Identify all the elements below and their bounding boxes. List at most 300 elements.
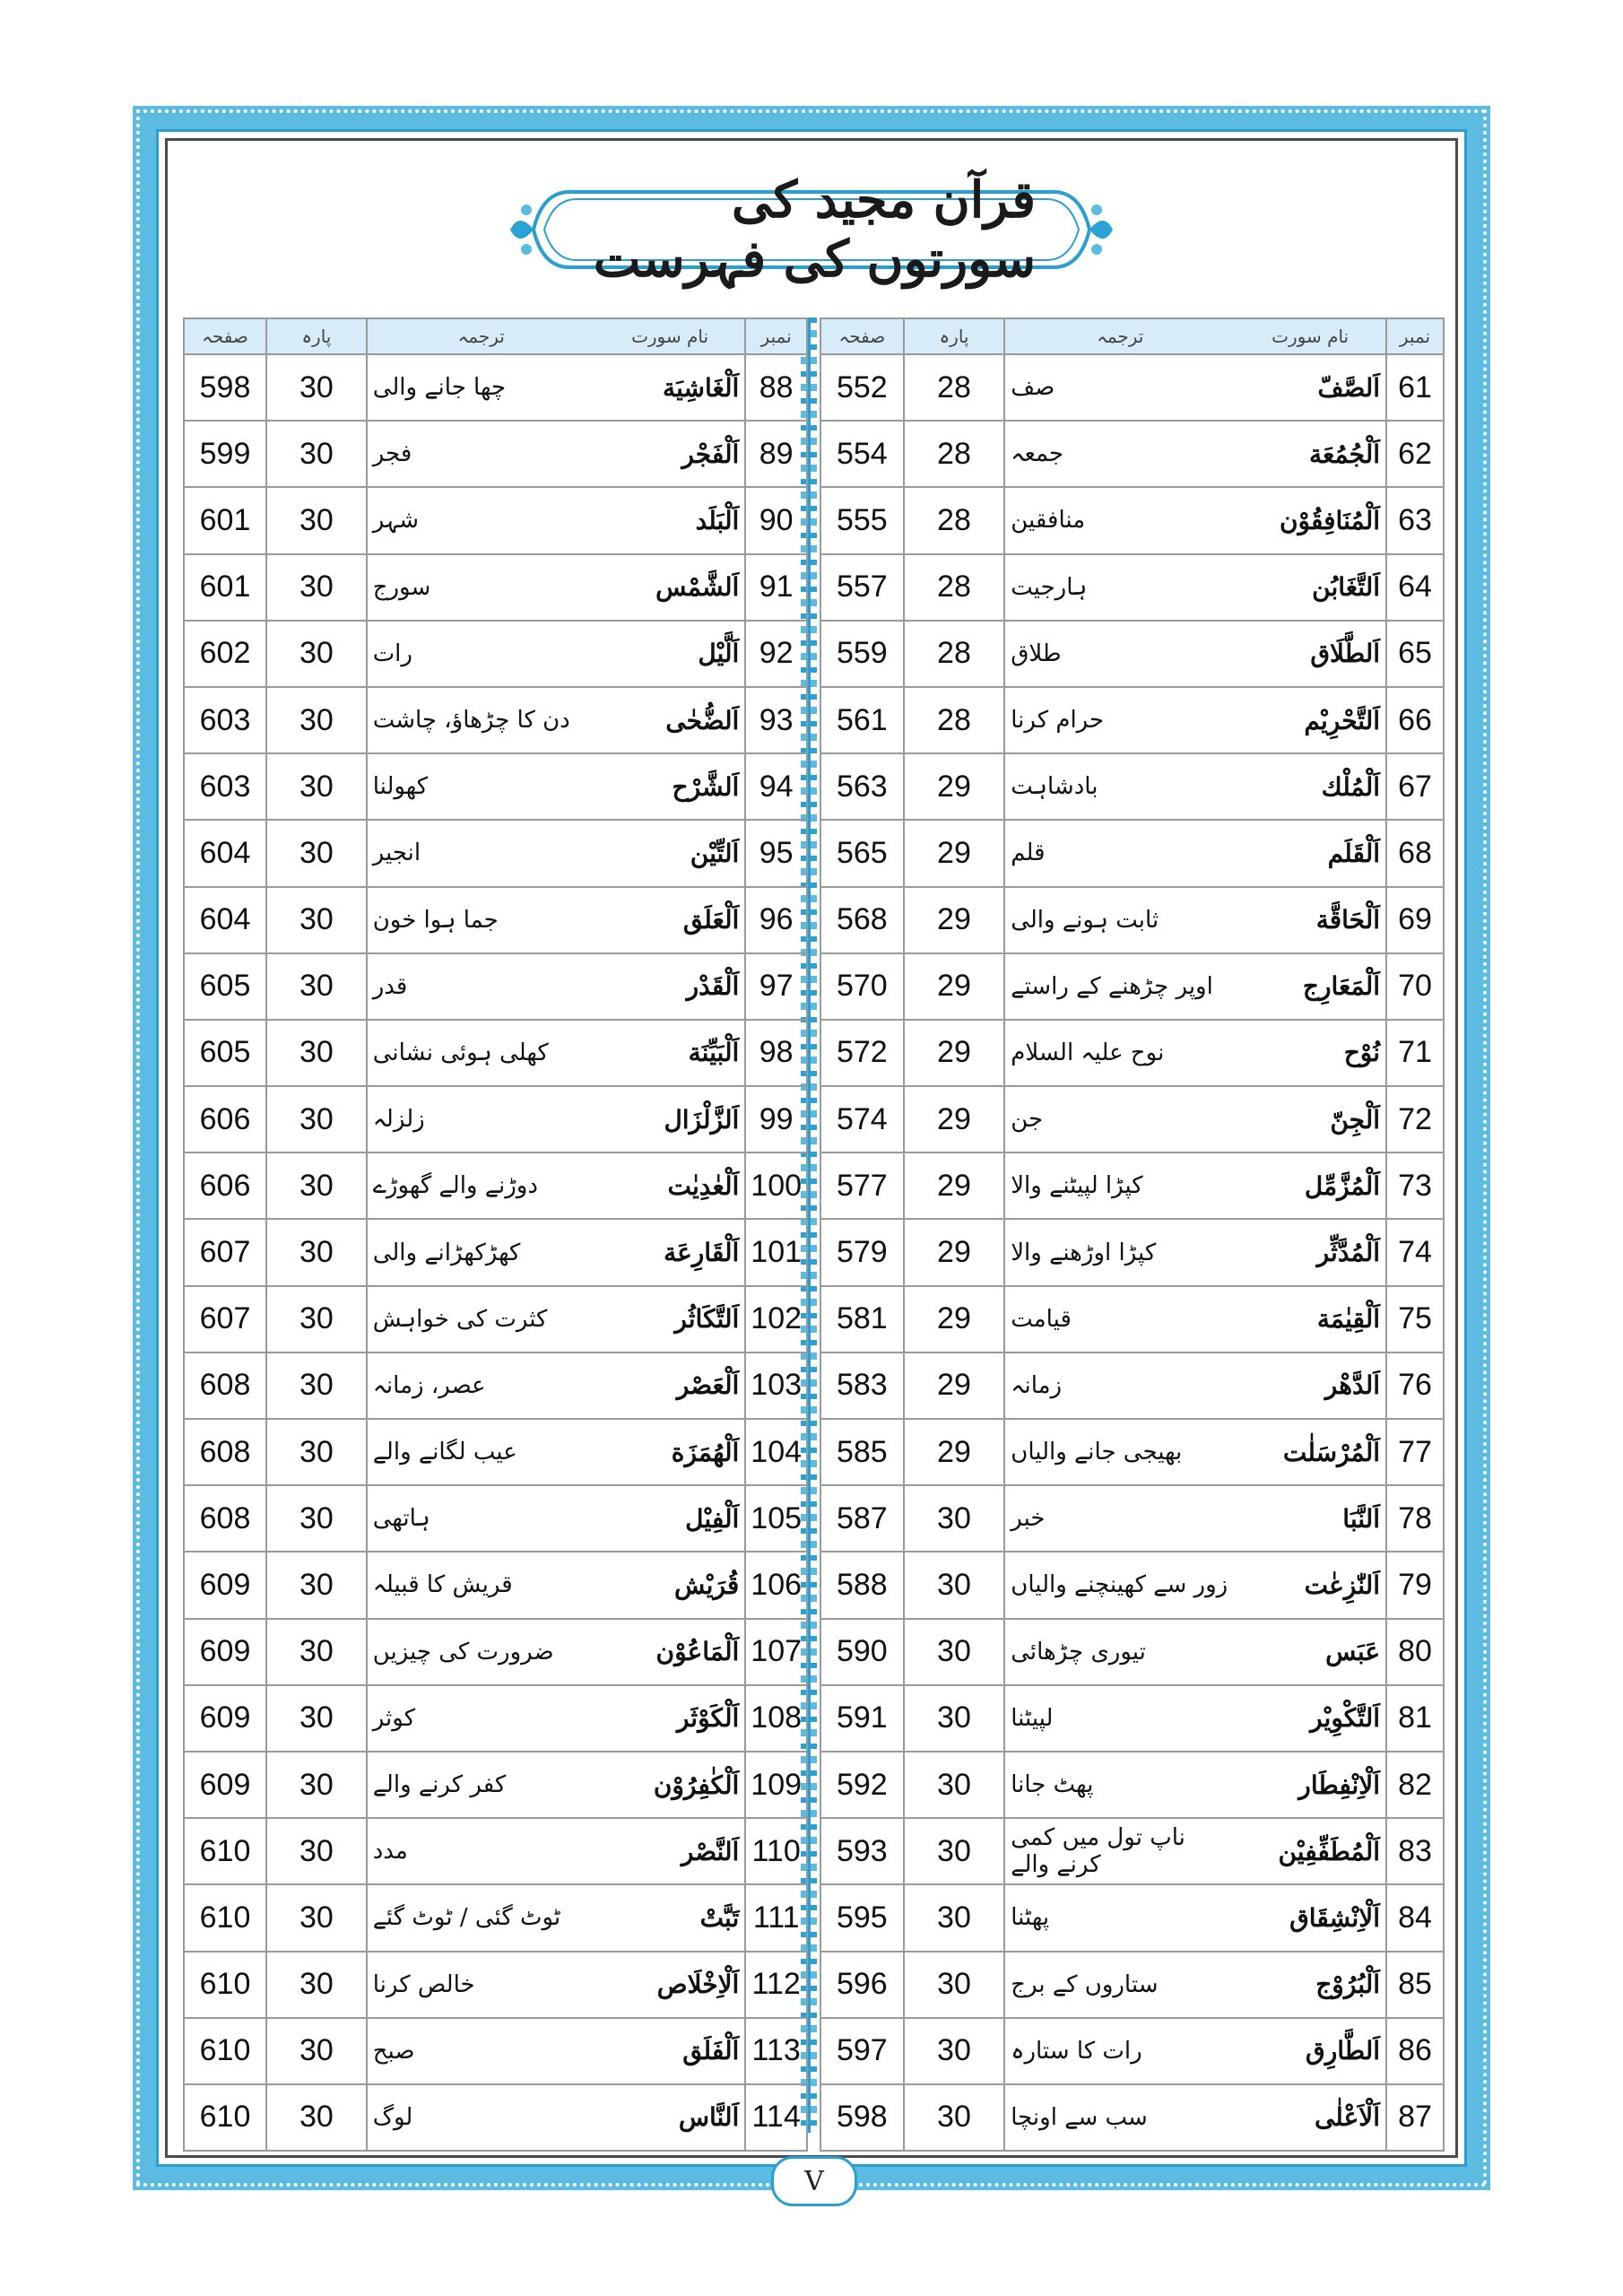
para-number: 30 bbox=[266, 887, 367, 953]
page-number-cell: 598 bbox=[820, 2084, 904, 2151]
surah-name: اَلْقَدْر bbox=[595, 953, 746, 1020]
surah-name: اَلنَّاس bbox=[595, 2084, 746, 2151]
surah-table-left bbox=[183, 317, 808, 2152]
surah-name: اَلْمُنَافِقُوْن bbox=[1235, 487, 1386, 553]
para-number: 29 bbox=[904, 753, 1005, 820]
surah-name: اَلصَّفّ bbox=[1235, 354, 1386, 421]
surah-name: اَلْعَلَق bbox=[595, 887, 746, 953]
para-number: 30 bbox=[266, 554, 367, 621]
surah-name: اَلضُّحٰى bbox=[595, 687, 746, 753]
surah-name: نُوْح bbox=[1235, 1020, 1386, 1086]
surah-translation: بادشاہت bbox=[1004, 753, 1235, 820]
surah-name: اَلْمُزَّمِّل bbox=[1235, 1152, 1386, 1219]
page-number-cell: 605 bbox=[184, 953, 266, 1020]
surah-name: اَلدَّهْر bbox=[1235, 1352, 1386, 1419]
page-number-cell: 609 bbox=[184, 1619, 266, 1685]
para-number: 30 bbox=[266, 621, 367, 687]
table-row bbox=[184, 1884, 807, 1951]
surah-number: 86 bbox=[1386, 2018, 1444, 2084]
surah-translation: خالص کرنا bbox=[367, 1952, 595, 2018]
surah-number: 113 bbox=[745, 2018, 807, 2084]
table-row bbox=[820, 687, 1444, 753]
surah-number: 87 bbox=[1386, 2084, 1444, 2151]
surah-number: 76 bbox=[1386, 1352, 1444, 1419]
surah-translation: کپڑا اوڑھنے والا bbox=[1004, 1219, 1235, 1285]
surah-number: 108 bbox=[745, 1685, 807, 1752]
surah-name: اَلطَّلَاق bbox=[1235, 621, 1386, 687]
para-number: 28 bbox=[904, 554, 1005, 621]
surah-number: 104 bbox=[745, 1419, 807, 1485]
page-number-cell: 603 bbox=[184, 687, 266, 753]
surah-name: قُرَيْش bbox=[595, 1552, 746, 1618]
surah-name: اَلزَّلْزَال bbox=[595, 1086, 746, 1152]
page-number: V bbox=[771, 2156, 857, 2206]
table-row bbox=[184, 1752, 807, 1818]
para-number: 30 bbox=[904, 1485, 1005, 1552]
header-translation: ترجمہ bbox=[367, 318, 595, 354]
surah-name: اَلْقَارِعَة bbox=[595, 1219, 746, 1285]
page-number-cell: 599 bbox=[184, 421, 266, 487]
surah-translation: عیب لگانے والے bbox=[367, 1419, 595, 1485]
surah-number: 110 bbox=[745, 1818, 807, 1884]
surah-translation: زمانہ bbox=[1004, 1352, 1235, 1419]
page-title: قرآن مجید کی سورتوں کی فہرست bbox=[593, 170, 1036, 289]
surah-number: 70 bbox=[1386, 953, 1444, 1020]
surah-name: اَلْمُلْك bbox=[1235, 753, 1386, 820]
surah-number: 109 bbox=[745, 1752, 807, 1818]
surah-number: 101 bbox=[745, 1219, 807, 1285]
surah-name: اَلْجِنّ bbox=[1235, 1086, 1386, 1152]
surah-translation: حرام کرنا bbox=[1004, 687, 1235, 753]
surah-number: 85 bbox=[1386, 1952, 1444, 2018]
surah-translation: لوگ bbox=[367, 2084, 595, 2151]
table-row bbox=[184, 1419, 807, 1485]
page-number-cell: 557 bbox=[820, 554, 904, 621]
para-number: 30 bbox=[266, 1818, 367, 1884]
surah-number: 103 bbox=[745, 1352, 807, 1419]
surah-name: اَلتِّيْن bbox=[595, 820, 746, 886]
table-row bbox=[184, 2018, 807, 2084]
table-row bbox=[820, 554, 1444, 621]
para-number: 30 bbox=[266, 1086, 367, 1152]
para-number: 30 bbox=[266, 1352, 367, 1419]
surah-number: 67 bbox=[1386, 753, 1444, 820]
page-number-cell: 604 bbox=[184, 820, 266, 886]
page-number-cell: 610 bbox=[184, 2018, 266, 2084]
table-row bbox=[184, 1619, 807, 1685]
page-number-cell: 555 bbox=[820, 487, 904, 553]
para-number: 30 bbox=[266, 1619, 367, 1685]
para-number: 30 bbox=[266, 820, 367, 886]
table-row bbox=[184, 1352, 807, 1419]
surah-translation: قدر bbox=[367, 953, 595, 1020]
surah-translation: ثابت ہونے والی bbox=[1004, 887, 1235, 953]
page-number-cell: 608 bbox=[184, 1352, 266, 1419]
para-number: 30 bbox=[266, 1485, 367, 1552]
para-number: 29 bbox=[904, 1152, 1005, 1219]
table-header-row bbox=[184, 318, 807, 354]
page-number-cell: 588 bbox=[820, 1552, 904, 1618]
para-number: 30 bbox=[266, 1952, 367, 2018]
surah-name: اَلْمَعَارِج bbox=[1235, 953, 1386, 1020]
para-number: 29 bbox=[904, 820, 1005, 886]
page-number-cell: 559 bbox=[820, 621, 904, 687]
para-number: 29 bbox=[904, 1286, 1005, 1352]
surah-translation: نوح علیہ السلام bbox=[1004, 1020, 1235, 1086]
table-row bbox=[820, 1619, 1444, 1685]
page-number-cell: 587 bbox=[820, 1485, 904, 1552]
para-number: 29 bbox=[904, 1020, 1005, 1086]
surah-name: اَلْكَوْثَر bbox=[595, 1685, 746, 1752]
surah-number: 90 bbox=[745, 487, 807, 553]
surah-translation: پھٹ جانا bbox=[1004, 1752, 1235, 1818]
surah-translation: انجیر bbox=[367, 820, 595, 886]
page-number-cell: 604 bbox=[184, 887, 266, 953]
para-number: 30 bbox=[266, 487, 367, 553]
surah-translation: رات bbox=[367, 621, 595, 687]
table-row bbox=[820, 1884, 1444, 1951]
surah-name: اَلنَّصْر bbox=[595, 1818, 746, 1884]
surah-number: 78 bbox=[1386, 1485, 1444, 1552]
page-number-cell: 583 bbox=[820, 1352, 904, 1419]
table-row bbox=[184, 753, 807, 820]
para-number: 30 bbox=[266, 2084, 367, 2151]
surah-name: اَلْحَاقَّة bbox=[1235, 887, 1386, 953]
surah-number: 65 bbox=[1386, 621, 1444, 687]
table-row bbox=[184, 1485, 807, 1552]
table-row bbox=[820, 1086, 1444, 1152]
page-number-cell: 579 bbox=[820, 1219, 904, 1285]
table-row bbox=[184, 1219, 807, 1285]
para-number: 30 bbox=[904, 1752, 1005, 1818]
table-row bbox=[820, 487, 1444, 553]
page-number-cell: 596 bbox=[820, 1952, 904, 2018]
header-page: صفحہ bbox=[820, 318, 904, 354]
header-page: صفحہ bbox=[184, 318, 266, 354]
surah-number: 69 bbox=[1386, 887, 1444, 953]
para-number: 30 bbox=[266, 953, 367, 1020]
table-row bbox=[820, 1552, 1444, 1618]
surah-translation: پھٹنا bbox=[1004, 1884, 1235, 1951]
surah-number: 66 bbox=[1386, 687, 1444, 753]
header-name: نام سورت bbox=[1235, 318, 1386, 354]
surah-number: 84 bbox=[1386, 1884, 1444, 1951]
table-row bbox=[820, 753, 1444, 820]
page-number-cell: 597 bbox=[820, 2018, 904, 2084]
surah-translation: قریش کا قبیلہ bbox=[367, 1552, 595, 1618]
surah-translation: جما ہوا خون bbox=[367, 887, 595, 953]
table-row bbox=[820, 1419, 1444, 1485]
table-row bbox=[184, 1086, 807, 1152]
surah-name: اَلْاَعْلٰى bbox=[1235, 2084, 1386, 2151]
page-number-cell: 607 bbox=[184, 1219, 266, 1285]
table-row bbox=[184, 554, 807, 621]
table-row bbox=[184, 1152, 807, 1219]
page-number-cell: 552 bbox=[820, 354, 904, 421]
surah-name: اَلتَّحْرِيْم bbox=[1235, 687, 1386, 753]
surah-translation: تیوری چڑھائی bbox=[1004, 1619, 1235, 1685]
surah-translation: دن کا چڑھاؤ، چاشت bbox=[367, 687, 595, 753]
surah-name: عَبَس bbox=[1235, 1619, 1386, 1685]
surah-name: اَلْاِنْفِطَار bbox=[1235, 1752, 1386, 1818]
table-row bbox=[820, 1752, 1444, 1818]
page-number-cell: 606 bbox=[184, 1086, 266, 1152]
surah-number: 92 bbox=[745, 621, 807, 687]
surah-name: اَلْفِيْل bbox=[595, 1485, 746, 1552]
surah-translation: خبر bbox=[1004, 1485, 1235, 1552]
surah-number: 77 bbox=[1386, 1419, 1444, 1485]
para-number: 30 bbox=[904, 2018, 1005, 2084]
table-header-row bbox=[820, 318, 1444, 354]
para-number: 30 bbox=[266, 2018, 367, 2084]
surah-name: تَبَّتْ bbox=[595, 1884, 746, 1951]
page-number-cell: 610 bbox=[184, 2084, 266, 2151]
surah-translation: طلاق bbox=[1004, 621, 1235, 687]
page-number-cell: 593 bbox=[820, 1818, 904, 1884]
page-number-cell: 554 bbox=[820, 421, 904, 487]
para-number: 30 bbox=[266, 1552, 367, 1618]
page-number-cell: 609 bbox=[184, 1752, 266, 1818]
table-row bbox=[184, 1286, 807, 1352]
surah-translation: کثرت کی خواہش bbox=[367, 1286, 595, 1352]
surah-table-right bbox=[820, 317, 1445, 2152]
surah-name: اَلتَّكْوِيْر bbox=[1235, 1685, 1386, 1752]
page-number-cell: 610 bbox=[184, 1818, 266, 1884]
table-row bbox=[184, 1020, 807, 1086]
surah-translation: ہارجیت bbox=[1004, 554, 1235, 621]
surah-name: اَلتَّغَابُن bbox=[1235, 554, 1386, 621]
para-number: 30 bbox=[904, 2084, 1005, 2151]
table-row bbox=[184, 621, 807, 687]
surah-name: اَلْفَلَق bbox=[595, 2018, 746, 2084]
surah-translation: فجر bbox=[367, 421, 595, 487]
surah-translation: ناپ تول میں کمی کرنے والے bbox=[1004, 1818, 1235, 1884]
table-row bbox=[820, 1485, 1444, 1552]
surah-number: 71 bbox=[1386, 1020, 1444, 1086]
surah-translation: سورج bbox=[367, 554, 595, 621]
surah-name: اَلْعٰدِيٰت bbox=[595, 1152, 746, 1219]
page-number-cell: 561 bbox=[820, 687, 904, 753]
page-number-cell: 606 bbox=[184, 1152, 266, 1219]
header-num: نمبر bbox=[745, 318, 807, 354]
surah-number: 112 bbox=[745, 1952, 807, 2018]
page-number-cell: 602 bbox=[184, 621, 266, 687]
para-number: 28 bbox=[904, 421, 1005, 487]
para-number: 30 bbox=[266, 1685, 367, 1752]
para-number: 29 bbox=[904, 953, 1005, 1020]
table-row bbox=[184, 1552, 807, 1618]
para-number: 29 bbox=[904, 1086, 1005, 1152]
para-number: 30 bbox=[266, 1219, 367, 1285]
table-row bbox=[184, 487, 807, 553]
surah-name: اَلْهُمَزَة bbox=[595, 1419, 746, 1485]
surah-translation: قیامت bbox=[1004, 1286, 1235, 1352]
surah-number: 105 bbox=[745, 1485, 807, 1552]
table-row bbox=[184, 887, 807, 953]
surah-number: 80 bbox=[1386, 1619, 1444, 1685]
page-number-cell: 581 bbox=[820, 1286, 904, 1352]
surah-number: 102 bbox=[745, 1286, 807, 1352]
header-num: نمبر bbox=[1386, 318, 1444, 354]
surah-number: 97 bbox=[745, 953, 807, 1020]
surah-number: 99 bbox=[745, 1086, 807, 1152]
table-row bbox=[820, 953, 1444, 1020]
surah-number: 62 bbox=[1386, 421, 1444, 487]
surah-translation: دوڑنے والے گھوڑے bbox=[367, 1152, 595, 1219]
para-number: 30 bbox=[266, 1419, 367, 1485]
surah-translation: چھا جانے والی bbox=[367, 354, 595, 421]
surah-number: 96 bbox=[745, 887, 807, 953]
page-number-cell: 605 bbox=[184, 1020, 266, 1086]
page-number-cell: 574 bbox=[820, 1086, 904, 1152]
surah-number: 88 bbox=[745, 354, 807, 421]
table-row bbox=[184, 1685, 807, 1752]
page-number-cell: 585 bbox=[820, 1419, 904, 1485]
table-row bbox=[820, 2018, 1444, 2084]
surah-name: اَلْبُرُوْج bbox=[1235, 1952, 1386, 2018]
para-number: 30 bbox=[266, 687, 367, 753]
header-para: پارہ bbox=[266, 318, 367, 354]
header-name: نام سورت bbox=[595, 318, 746, 354]
table-row bbox=[184, 1818, 807, 1884]
surah-number: 100 bbox=[745, 1152, 807, 1219]
page-number-cell: 610 bbox=[184, 1884, 266, 1951]
page-number-cell: 607 bbox=[184, 1286, 266, 1352]
surah-number: 89 bbox=[745, 421, 807, 487]
page-number-cell: 572 bbox=[820, 1020, 904, 1086]
surah-number: 74 bbox=[1386, 1219, 1444, 1285]
page-number-cell: 568 bbox=[820, 887, 904, 953]
surah-translation: مدد bbox=[367, 1818, 595, 1884]
surah-number: 72 bbox=[1386, 1086, 1444, 1152]
page-number-cell: 590 bbox=[820, 1619, 904, 1685]
surah-name: اَلْاِخْلَاص bbox=[595, 1952, 746, 2018]
surah-number: 75 bbox=[1386, 1286, 1444, 1352]
surah-number: 111 bbox=[745, 1884, 807, 1951]
para-number: 30 bbox=[266, 421, 367, 487]
table-row bbox=[820, 421, 1444, 487]
surah-number: 82 bbox=[1386, 1752, 1444, 1818]
table-row bbox=[184, 2084, 807, 2151]
surah-number: 94 bbox=[745, 753, 807, 820]
surah-number: 73 bbox=[1386, 1152, 1444, 1219]
surah-translation: ضرورت کی چیزیں bbox=[367, 1619, 595, 1685]
page-number-cell: 601 bbox=[184, 487, 266, 553]
surah-number: 63 bbox=[1386, 487, 1444, 553]
para-number: 30 bbox=[904, 1884, 1005, 1951]
surah-translation: رات کا ستارہ bbox=[1004, 2018, 1235, 2084]
surah-translation: صبح bbox=[367, 2018, 595, 2084]
para-number: 29 bbox=[904, 1419, 1005, 1485]
surah-name: اَلطَّارِق bbox=[1235, 2018, 1386, 2084]
table-row bbox=[184, 687, 807, 753]
surah-number: 81 bbox=[1386, 1685, 1444, 1752]
page-number-cell: 565 bbox=[820, 820, 904, 886]
surah-translation: سب سے اونچا bbox=[1004, 2084, 1235, 2151]
surah-name: اَلْمُدَّثِّر bbox=[1235, 1219, 1386, 1285]
surah-translation: کھلی ہوئی نشانی bbox=[367, 1020, 595, 1086]
page-number-cell: 591 bbox=[820, 1685, 904, 1752]
surah-translation: جن bbox=[1004, 1086, 1235, 1152]
surah-number: 107 bbox=[745, 1619, 807, 1685]
surah-name: اَلْكٰفِرُوْن bbox=[595, 1752, 746, 1818]
page-number-cell: 610 bbox=[184, 1952, 266, 2018]
title-cartouche bbox=[507, 170, 1116, 289]
surah-name: اَلْقِيٰمَة bbox=[1235, 1286, 1386, 1352]
para-number: 30 bbox=[266, 354, 367, 421]
table-row bbox=[184, 354, 807, 421]
surah-name: اَلشَّرْح bbox=[595, 753, 746, 820]
surah-name: اَلْجُمُعَة bbox=[1235, 421, 1386, 487]
para-number: 30 bbox=[904, 1552, 1005, 1618]
surah-translation: ستاروں کے برج bbox=[1004, 1952, 1235, 2018]
table-row bbox=[820, 820, 1444, 886]
surah-translation: بھیجی جانے والیاں bbox=[1004, 1419, 1235, 1485]
para-number: 29 bbox=[904, 887, 1005, 953]
para-number: 28 bbox=[904, 487, 1005, 553]
surah-translation: عصر، زمانہ bbox=[367, 1352, 595, 1419]
surah-translation: ٹوٹ گئی / ٹوٹ گئے bbox=[367, 1884, 595, 1951]
surah-number: 68 bbox=[1386, 820, 1444, 886]
surah-name: اَلتَّكَاثُر bbox=[595, 1286, 746, 1352]
surah-number: 61 bbox=[1386, 354, 1444, 421]
surah-number: 114 bbox=[745, 2084, 807, 2151]
surah-number: 79 bbox=[1386, 1552, 1444, 1618]
para-number: 30 bbox=[266, 1152, 367, 1219]
surah-translation: زلزلہ bbox=[367, 1086, 595, 1152]
para-number: 30 bbox=[904, 1952, 1005, 2018]
surah-name: اَلنَّبَا bbox=[1235, 1485, 1386, 1552]
surah-translation: لپیٹنا bbox=[1004, 1685, 1235, 1752]
surah-name: اَلْعَصْر bbox=[595, 1352, 746, 1419]
table-row bbox=[820, 1352, 1444, 1419]
table-row bbox=[184, 421, 807, 487]
surah-translation: کپڑا لپیٹنے والا bbox=[1004, 1152, 1235, 1219]
header-para: پارہ bbox=[904, 318, 1005, 354]
page-number-cell: 592 bbox=[820, 1752, 904, 1818]
surah-translation: کوثر bbox=[367, 1685, 595, 1752]
surah-translation: منافقین bbox=[1004, 487, 1235, 553]
table-row bbox=[820, 1219, 1444, 1285]
surah-translation: صف bbox=[1004, 354, 1235, 421]
para-number: 28 bbox=[904, 621, 1005, 687]
surah-number: 106 bbox=[745, 1552, 807, 1618]
surah-translation: اوپر چڑھنے کے راستے bbox=[1004, 953, 1235, 1020]
surah-number: 91 bbox=[745, 554, 807, 621]
surah-number: 95 bbox=[745, 820, 807, 886]
surah-number: 98 bbox=[745, 1020, 807, 1086]
para-number: 30 bbox=[904, 1619, 1005, 1685]
surah-translation: زور سے کھینچنے والیاں bbox=[1004, 1552, 1235, 1618]
surah-number: 83 bbox=[1386, 1818, 1444, 1884]
para-number: 30 bbox=[904, 1685, 1005, 1752]
surah-name: اَلْبَيِّنَة bbox=[595, 1020, 746, 1086]
surah-name: اَلَّيْل bbox=[595, 621, 746, 687]
surah-translation: ہاتھی bbox=[367, 1485, 595, 1552]
surah-name: اَلْاِنْشِقَاق bbox=[1235, 1884, 1386, 1951]
page-number-cell: 598 bbox=[184, 354, 266, 421]
para-number: 28 bbox=[904, 687, 1005, 753]
para-number: 30 bbox=[266, 1286, 367, 1352]
header-translation: ترجمہ bbox=[1004, 318, 1235, 354]
para-number: 30 bbox=[266, 1884, 367, 1951]
page-number-cell: 608 bbox=[184, 1485, 266, 1552]
page-number-cell: 609 bbox=[184, 1685, 266, 1752]
para-number: 30 bbox=[266, 1752, 367, 1818]
surah-translation: کھڑکھڑانے والی bbox=[367, 1219, 595, 1285]
page-number-cell: 601 bbox=[184, 554, 266, 621]
page-number-cell: 608 bbox=[184, 1419, 266, 1485]
